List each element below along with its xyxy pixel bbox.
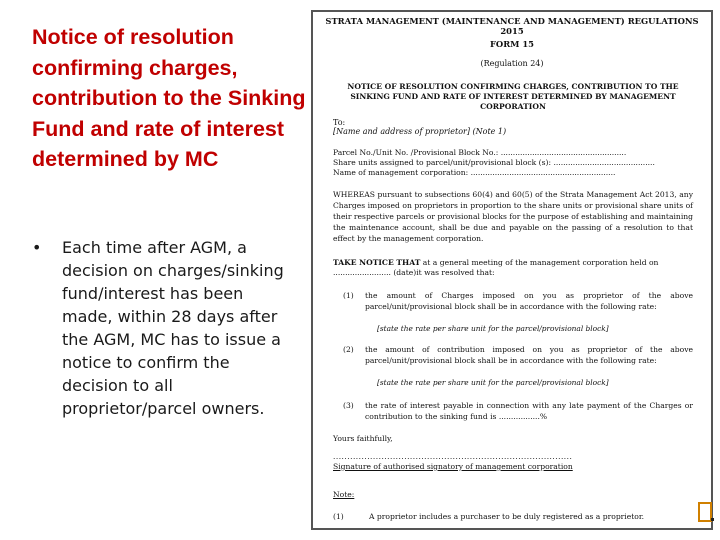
note-item	[333, 512, 644, 521]
parcel-details	[333, 148, 703, 178]
notice-title: NOTICE OF RESOLUTION CONFIRMING CHARGES, CONTRIBUTION TO THE SINKING FUND AND RATE OF INTEREST DETERMINED BY MANAGEMENT CORPORATION	[347, 82, 679, 111]
item-text: the rate of interest payable in connection with any late payment of the Charges or contribution to the sinking fund is .................%	[365, 401, 693, 421]
signature-caption: Signature of authorised signatory of management corporation	[333, 462, 573, 471]
mc-name-line: Name of management corporation: ............................................................	[333, 168, 616, 177]
take-notice-paragraph	[333, 258, 693, 278]
bullet-text: Each time after AGM, a decision on charges/sinking fund/interest has been made, within 28 days after the AGM, MC has to issue a notice to confirm the decision to all proprietor/parcel owners.	[62, 238, 284, 418]
share-units-line: Share units assigned to parcel/unit/provisional block (s): ..........................................	[333, 158, 655, 167]
to-label: To:	[333, 118, 346, 127]
bullet-point	[32, 236, 297, 420]
item-number: (2)	[343, 345, 354, 354]
take-notice-lead: TAKE NOTICE THAT	[333, 258, 421, 267]
parcel-no-line: Parcel No./Unit No. /Provisional Block No.: ....................................................	[333, 148, 627, 157]
regulation-header: STRATA MANAGEMENT (MAINTENANCE AND MANAGEMENT) REGULATIONS 2015	[325, 16, 699, 36]
bullet-marker: •	[32, 238, 42, 257]
note-text: A proprietor includes a purchaser to be duly registered as a proprietor.	[369, 512, 645, 521]
resolution-item	[343, 400, 693, 422]
resolution-item	[343, 344, 693, 366]
whereas-paragraph: WHEREAS pursuant to subsections 60(4) and 60(5) of the Strata Management Act 2013, any Charges imposed on proprietors in proportion to the share units or provisional share units of their respective parcels or provisional blocks for the purpose of establishing and maintaining the maintenance account, shall be due and payable on the passing of a resolution to that effect by the management corporation.	[333, 190, 693, 243]
resolution-item	[343, 290, 693, 312]
yours-faithfully: Yours faithfully,	[333, 434, 393, 443]
item-number: (1)	[343, 291, 354, 300]
item-number: (3)	[343, 401, 354, 410]
item-text: the amount of Charges imposed on you as proprietor of the above parcel/unit/provisional block shall be in accordance with the following rate:	[365, 291, 693, 311]
signature-line: ....................................................................................	[333, 452, 573, 461]
rate-placeholder: [state the rate per share unit for the parcel/provisional block]	[377, 378, 609, 387]
regulation-reference: (Regulation 24)	[480, 59, 544, 68]
form-document-image	[311, 10, 713, 530]
corner-dot-icon	[711, 518, 714, 521]
note-heading: Note:	[333, 490, 355, 499]
note-number: (1)	[333, 512, 344, 521]
slide-title: Notice of resolution confirming charges, contribution to the Sinking Fund and rate of interest determined by MC	[32, 25, 306, 171]
addressee-line: [Name and address of proprietor] (Note 1)	[333, 127, 507, 136]
corner-logo-icon	[698, 502, 712, 522]
rate-placeholder: [state the rate per share unit for the parcel/provisional block]	[377, 324, 609, 333]
take-notice-text: at a general meeting of the management corporation held on ........................ (date)it was resolved that:	[333, 258, 659, 277]
item-text: the amount of contribution imposed on you as proprietor of the above parcel/unit/provisional block shall be in accordance with the following rate:	[365, 345, 693, 365]
form-number: FORM 15	[489, 39, 535, 49]
